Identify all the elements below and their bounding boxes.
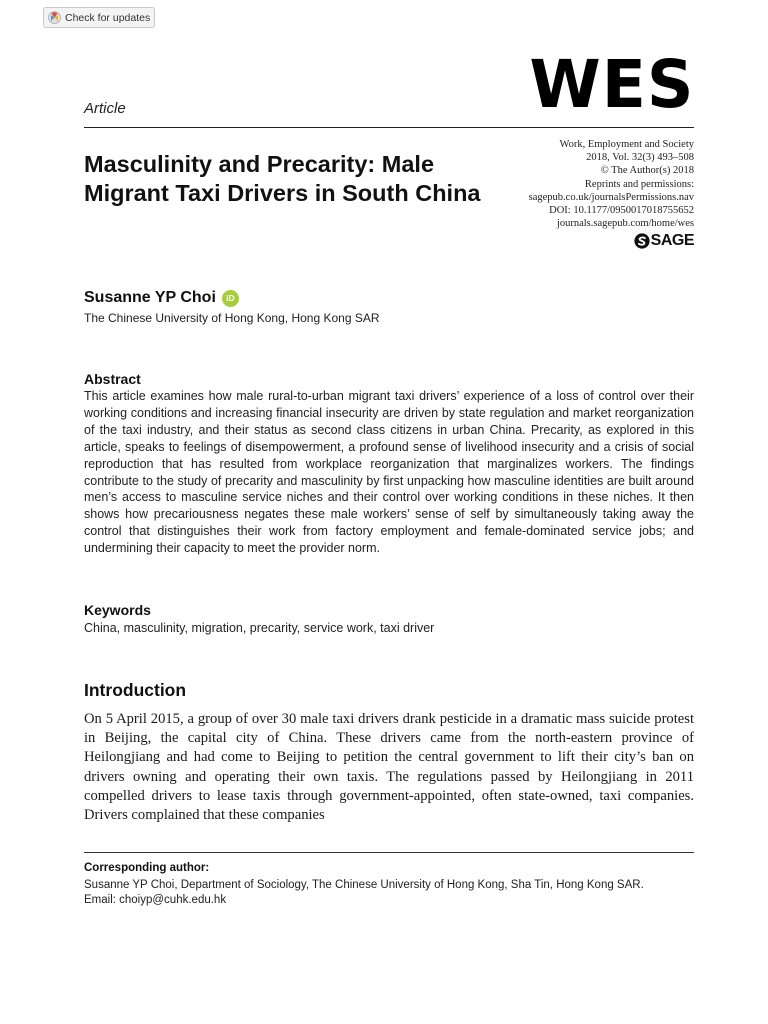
journal-volume: 2018, Vol. 32(3) 493–508 <box>586 152 694 164</box>
journal-name: Work, Employment and Society <box>559 139 694 150</box>
check-for-updates-badge[interactable] <box>43 7 155 28</box>
journal-meta <box>529 138 694 230</box>
permissions-link[interactable]: sagepub.co.uk/journalsPermissions.nav <box>528 191 694 203</box>
crossmark-icon <box>48 11 61 24</box>
author-name: Susanne YP Choi <box>84 289 216 306</box>
abstract-heading: Abstract <box>84 371 141 387</box>
keywords-heading: Keywords <box>84 602 151 618</box>
orcid-icon[interactable]: iD <box>222 290 239 307</box>
journal-home-link[interactable]: journals.sagepub.com/home/wes <box>556 218 694 230</box>
corresponding-author-heading: Corresponding author: <box>84 862 210 874</box>
sage-wordmark: SAGE <box>650 232 694 249</box>
header-divider <box>84 127 694 128</box>
corresponding-author-details <box>84 878 684 907</box>
abstract-text: This article examines how male rural-to-urban migrant taxi drivers’ experience of a loss of control over their working conditions and increasing financial insecurity are driven by state regulation and market reorganization of the taxi industry, and their status as second class citizens in urban China. Precarity, as explored in this article, speaks to feelings of disempowerment, a profound sense of livelihood insecurity and a crisis of social reproduction that has resulted from workplace reorganization that marginalizes workers. The findings contribute to the study of precarity and masculinity by first unpacking how masculine identities are built around men’s access to masculine service niches and their control over working conditions in these niches. It then shows how precariousness negates these male workers’ sense of self by simultaneously taking away the control that distinguishes their work from factory employment and female-dominated service jobs; and undermining their capacity to meet the provider norm. <box>84 389 694 556</box>
author-affiliation: The Chinese University of Hong Kong, Hong Kong SAR <box>84 311 380 325</box>
journal-logo: WES <box>528 46 694 123</box>
copyright-line: © The Author(s) 2018 <box>600 165 694 177</box>
introduction-text: On 5 April 2015, a group of over 30 male taxi drivers drank pesticide in a dramatic mass suicide protest in Beijing, the capital city of China. These drivers came from the north-eastern province of Heilongjiang and had come to Beijing to petition the central government to lift their city’s ban on drivers owning and operating their own taxis. The regulations passed by Heilongjiang in 2011 compelled drivers to lease taxis through government-appointed, often state-owned, taxi companies. Drivers complained that these companies <box>84 711 694 824</box>
corresponding-author-email[interactable]: Email: choiyp@cuhk.edu.hk <box>84 893 227 906</box>
reprints-label: Reprints and permissions: <box>584 178 694 190</box>
sage-s-icon <box>634 233 650 249</box>
doi-link[interactable]: DOI: 10.1177/0950017018755652 <box>549 205 694 217</box>
keywords-list: China, masculinity, migration, precarity, service work, taxi driver <box>84 621 435 635</box>
footnote-divider <box>84 852 694 853</box>
paper-title: Masculinity and Precarity: Male Migrant Taxi Drivers in South China <box>84 151 481 206</box>
corresponding-author-address: Susanne YP Choi, Department of Sociology, The Chinese University of Hong Kong, Sha Tin, Hong Kong SAR. <box>84 879 644 891</box>
check-for-updates-label: Check for updates <box>65 11 151 24</box>
introduction-heading: Introduction <box>84 680 187 700</box>
sage-logo <box>634 232 694 250</box>
article-type-label: Article <box>84 100 126 117</box>
author-line <box>84 289 239 307</box>
